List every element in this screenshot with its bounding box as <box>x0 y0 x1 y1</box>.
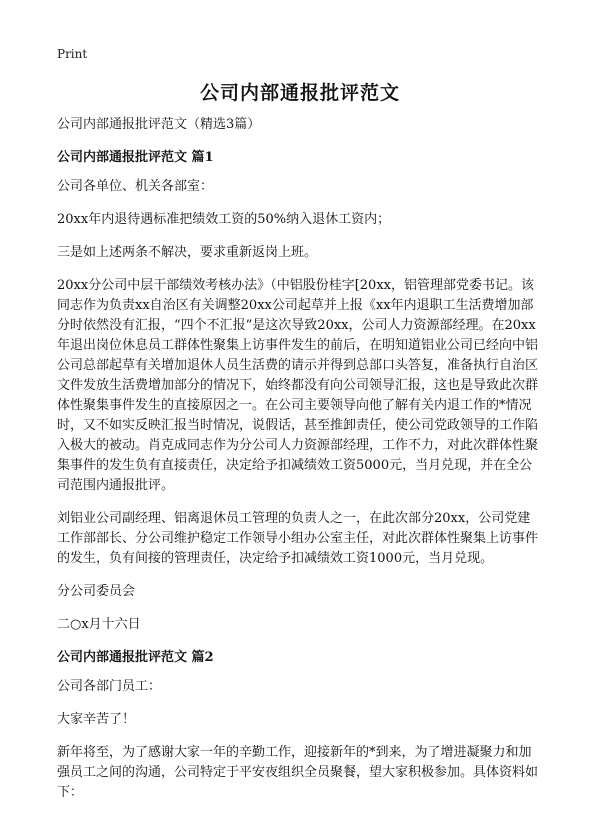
section-heading-2: 公司内部通报批评范文 篇2 <box>57 650 214 665</box>
paragraph: 新年将至，为了感谢大家一年的辛勤工作，迎接新年的*到来，为了增进凝聚力和加强员工之间的沟通，公司特定于平安夜组织全员聚餐，望大家积极参加。具体资料如下： <box>57 745 539 800</box>
document-body <box>57 115 543 803</box>
paragraph: 刘铝业公司副经理、铝离退休员工管理的负责人之一，在此次部分20xx，公司党建工作部部长、分公司维护稳定工作领导小组办公室主任，对此次群体性聚集上访事件的发生，负有间接的管理责任，决定给予扣减绩效工资1000元，当月兑现。 <box>57 511 539 566</box>
signature-line: 分公司委员会 <box>57 584 136 599</box>
document-subtitle: 公司内部通报批评范文（精选3篇） <box>57 117 261 132</box>
paragraph: 大家辛苦了！ <box>57 712 136 727</box>
paragraph: 20xx分公司中层干部绩效考核办法》（中铝股份桂字[20xx，铝管理部党委书记。该同志作为负责xx自治区有关调整20xx公司起草并上报《xx年内退职工生活费增加部分时依然没有汇报，“四个不汇报”是这次导致20xx，公司人力资源部经理。在20xx年退出岗位休息员工群体性聚集上访事件发生的前后，在明知道铝业公司已经向中铝公司总部起草有关增加退休人员生活费的请示并得到总部口头答复，准备执行自治区文件发放生活费增加部分的情况下，始终都没有向公司领导汇报，这也是导致此次群体性聚集事件发生的直接原因之一。在公司主要领导向他了解有关内退工作的*情况时，又不如实反映汇报当时情况，说假话，甚至推卸责任，使公司党政领导的工作陷入极大的被动。肖克成同志作为分公司人力资源部经理，工作不力，对此次群体性聚集事件的发生负有直接责任，决定给予扣减绩效工资5000元，当月兑现，并在全公司范围内通报批评。 <box>57 278 539 493</box>
date-line: 二○x月十六日 <box>57 617 141 632</box>
paragraph: 公司各单位、机关各部室： <box>57 179 214 194</box>
section-heading-1: 公司内部通报批评范文 篇1 <box>57 150 214 165</box>
paragraph: 20xx年内退待遇标准把绩效工资的50%纳入退休工资内； <box>57 212 391 227</box>
document-title: 公司内部通报批评范文 <box>199 82 400 104</box>
paragraph: 公司各部门员工： <box>57 679 162 694</box>
paragraph: 三是如上述两条不解决，要求重新返岗上班。 <box>57 245 318 260</box>
print-label: Print <box>57 47 88 61</box>
